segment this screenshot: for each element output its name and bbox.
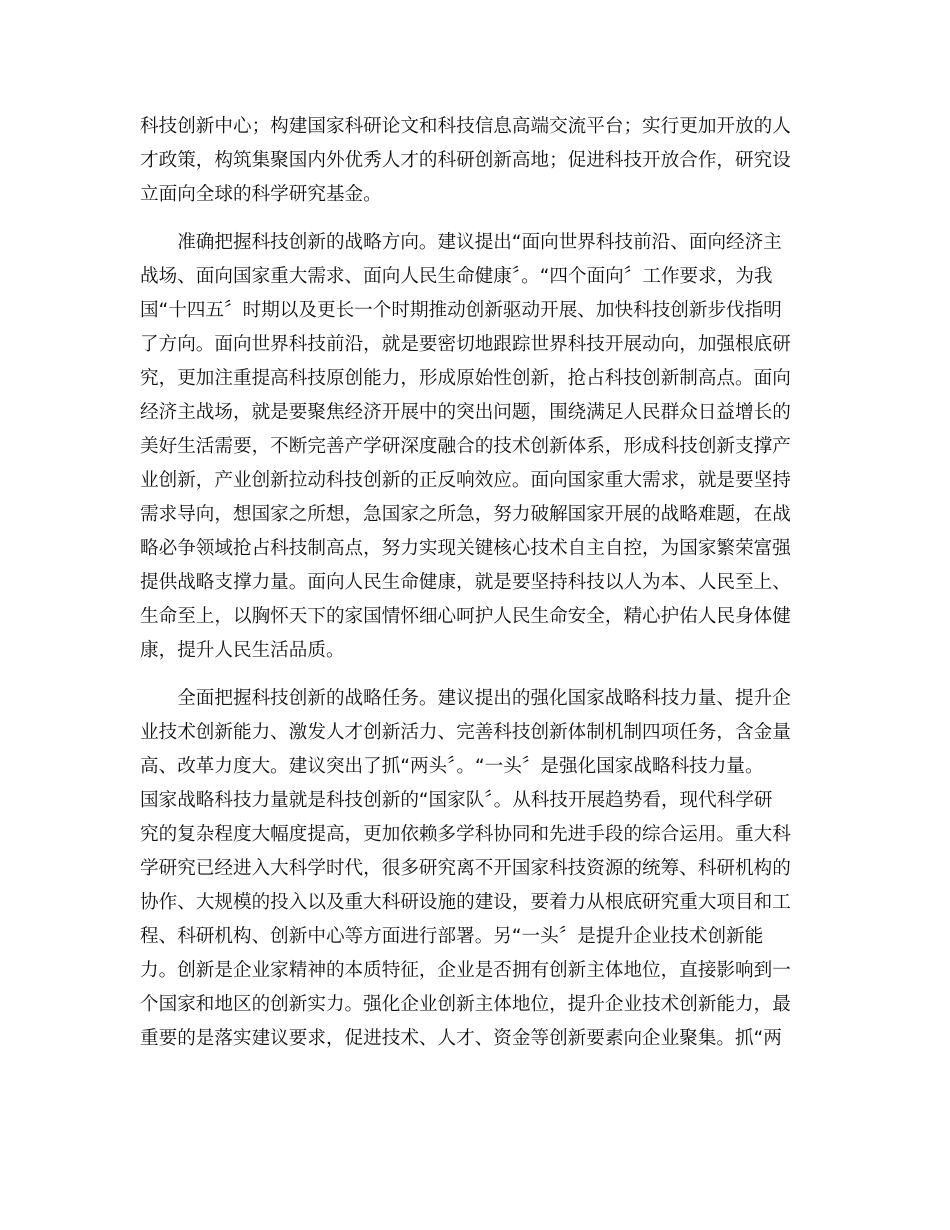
- text-line: 重要的是落实建议要求，促进技术、人才、资金等创新要素向企业聚集。抓“两: [140, 1028, 782, 1049]
- paragraph-gap: [140, 668, 800, 682]
- text-line: 科技创新中心；构建国家科研论文和科技信息高端交流平台；实行更加开放的人: [140, 116, 791, 137]
- text-line: 才政策，构筑集聚国内外优秀人才的科研创新高地；促进科技开放合作，研究设: [140, 150, 791, 171]
- text-line: 业技术创新能力、激发人才创新活力、完善科技创新体制机制四项任务，含金量: [140, 722, 791, 743]
- text-line: 准确把握科技创新的战略方向。建议提出“面向世界科技前沿、面向经济主: [140, 232, 782, 253]
- text-line: 力。创新是企业家精神的本质特征，企业是否拥有创新主体地位，直接影响到一: [140, 960, 791, 981]
- text-line: 国“十四五〞时期以及更长一个时期推动创新驱动开展、加快科技创新步伐指明: [140, 300, 782, 321]
- text-line: 协作、大规模的投入以及重大科研设施的建设，要着力从根底研究重大项目和工: [140, 892, 791, 913]
- text-line: 了方向。面向世界科技前沿，就是要密切地跟踪世界科技开展动向，加强根底研: [140, 334, 791, 355]
- text-line: 战场、面向国家重大需求、面向人民生命健康〞。“四个面向〞工作要求，为我: [140, 266, 773, 287]
- paragraph-1: [140, 110, 800, 212]
- text-line: 业创新，产业创新拉动科技创新的正反响效应。面向国家重大需求，就是要坚持: [140, 470, 791, 491]
- document-body: [140, 110, 800, 1056]
- text-line: 美好生活需要，不断完善产学研深度融合的技术创新体系，形成科技创新支撑产: [140, 436, 791, 457]
- text-line: 究，更加注重提高科技原创能力，形成原始性创新，抢占科技创新制高点。面向: [140, 368, 791, 389]
- text-line: 提供战略支撑力量。面向人民生命健康，就是要坚持科技以人为本、人民至上、: [140, 572, 791, 593]
- text-line: 高、改革力度大。建议突出了抓“两头〞。“一头〞是强化国家战略科技力量。: [140, 756, 764, 777]
- text-line: 需求导向，想国家之所想，急国家之所急，努力破解国家开展的战略难题，在战: [140, 504, 791, 525]
- text-line: 程、科研机构、创新中心等方面进行部署。另“一头〞是提升企业技术创新能: [140, 926, 764, 947]
- paragraph-3: [140, 682, 800, 1056]
- text-line: 国家战略科技力量就是科技创新的“国家队〞。从科技开展趋势看，现代科学研: [140, 790, 773, 811]
- text-line: 康，提升人民生活品质。: [140, 640, 345, 661]
- text-line: 略必争领域抢占科技制高点，努力实现关键核心技术自主自控，为国家繁荣富强: [140, 538, 791, 559]
- paragraph-2: [140, 226, 800, 668]
- text-line: 经济主战场，就是要聚焦经济开展中的突出问题，围绕满足人民群众日益增长的: [140, 402, 791, 423]
- paragraph-gap: [140, 212, 800, 226]
- text-line: 学研究已经进入大科学时代，很多研究离不开国家科技资源的统筹、科研机构的: [140, 858, 791, 879]
- text-line: 立面向全球的科学研究基金。: [140, 184, 382, 205]
- text-line: 生命至上，以胸怀天下的家国情怀细心呵护人民生命安全，精心护佑人民身体健: [140, 606, 791, 627]
- text-line: 究的复杂程度大幅度提高，更加依赖多学科协同和先进手段的综合运用。重大科: [140, 824, 791, 845]
- text-line: 个国家和地区的创新实力。强化企业创新主体地位，提升企业技术创新能力，最: [140, 994, 791, 1015]
- text-line: 全面把握科技创新的战略任务。建议提出的强化国家战略科技力量、提升企: [140, 688, 791, 709]
